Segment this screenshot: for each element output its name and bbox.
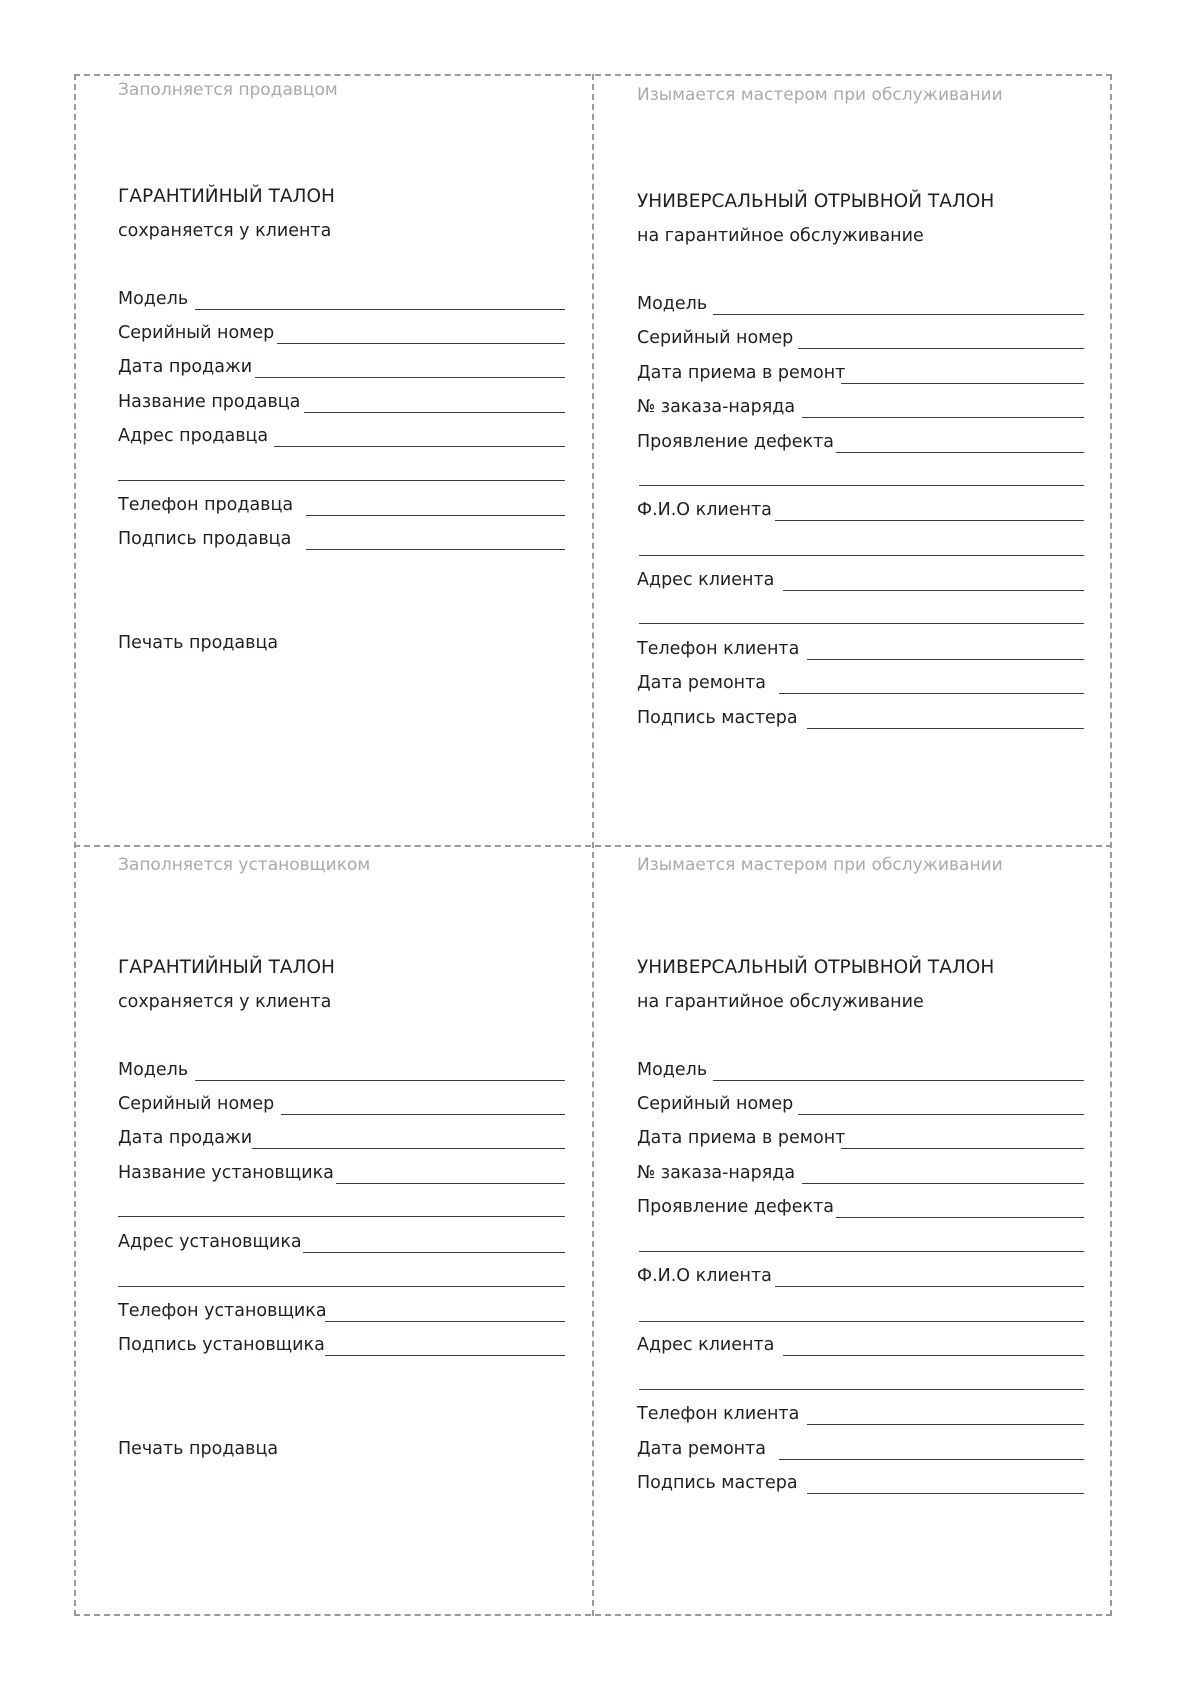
fill-line[interactable] — [807, 1493, 1084, 1494]
field-installer-signature[interactable] — [118, 1333, 565, 1357]
field-repair-date[interactable] — [637, 671, 1084, 695]
fill-line-extra[interactable] — [639, 485, 1084, 486]
field-label: Дата ремонта — [637, 673, 767, 693]
field-defect-description[interactable] — [637, 430, 1084, 454]
field-label: Телефон установщика — [118, 1301, 327, 1321]
fill-line[interactable] — [807, 659, 1084, 660]
stamp-label: Печать продавца — [118, 1439, 279, 1459]
field-label: Серийный номер — [637, 328, 794, 348]
field-serial-number[interactable] — [118, 321, 565, 345]
field-client-phone[interactable] — [637, 637, 1084, 661]
fill-line-extra[interactable] — [118, 480, 565, 481]
fill-line[interactable] — [277, 343, 565, 344]
coupon-subtitle: на гарантийное обслуживание — [637, 226, 924, 246]
coupon-seller — [74, 74, 593, 845]
coupon-service-bottom — [593, 845, 1112, 1616]
warranty-sheet — [74, 74, 1112, 1616]
field-label: Адрес продавца — [118, 426, 269, 446]
field-model[interactable] — [118, 287, 565, 311]
field-serial-number[interactable] — [637, 1092, 1084, 1116]
fill-line[interactable] — [802, 417, 1084, 418]
fill-line[interactable] — [274, 446, 565, 447]
fill-line[interactable] — [325, 1355, 565, 1356]
field-order-number[interactable] — [637, 395, 1084, 419]
field-label: Подпись установщика — [118, 1335, 325, 1355]
field-repair-date[interactable] — [637, 1437, 1084, 1461]
fill-line[interactable] — [802, 1183, 1084, 1184]
field-label: Название установщика — [118, 1163, 334, 1183]
field-seller-phone[interactable] — [118, 493, 565, 517]
field-model[interactable] — [637, 292, 1084, 316]
fill-line[interactable] — [775, 1286, 1084, 1287]
field-label: Дата ремонта — [637, 1439, 767, 1459]
fill-line[interactable] — [252, 1148, 565, 1149]
fill-line-extra[interactable] — [639, 1251, 1084, 1252]
field-seller-name[interactable] — [118, 390, 565, 414]
field-label: Подпись мастера — [637, 1473, 798, 1493]
fill-line[interactable] — [798, 1114, 1084, 1115]
field-label: № заказа-наряда — [637, 1163, 796, 1183]
coupon-note: Заполняется установщиком — [118, 855, 371, 875]
coupon-title: УНИВЕРСАЛЬНЫЙ ОТРЫВНОЙ ТАЛОН — [637, 957, 995, 978]
field-label: Дата продажи — [118, 1128, 253, 1148]
coupon-title: ГАРАНТИЙНЫЙ ТАЛОН — [118, 957, 335, 978]
coupon-title: ГАРАНТИЙНЫЙ ТАЛОН — [118, 186, 335, 207]
fill-line[interactable] — [841, 1148, 1084, 1149]
field-client-address[interactable] — [637, 568, 1084, 592]
field-label: Модель — [118, 289, 189, 309]
field-serial-number[interactable] — [118, 1092, 565, 1116]
field-installer-phone[interactable] — [118, 1299, 565, 1323]
coupon-subtitle: сохраняется у клиента — [118, 221, 332, 241]
field-technician-signature[interactable] — [637, 1471, 1084, 1495]
field-label: Адрес клиента — [637, 570, 775, 590]
field-label: Дата приема в ремонт — [637, 1128, 846, 1148]
coupon-subtitle: сохраняется у клиента — [118, 992, 332, 1012]
field-label: Подпись мастера — [637, 708, 798, 728]
fill-line[interactable] — [304, 412, 565, 413]
fill-line[interactable] — [303, 1252, 565, 1253]
fill-line[interactable] — [325, 1321, 565, 1322]
stamp-label: Печать продавца — [118, 633, 279, 653]
field-label: Название продавца — [118, 392, 301, 412]
fill-line[interactable] — [775, 520, 1084, 521]
field-technician-signature[interactable] — [637, 706, 1084, 730]
field-label: Проявление дефекта — [637, 432, 834, 452]
field-label: Ф.И.О клиента — [637, 1266, 772, 1286]
fill-line-extra[interactable] — [639, 555, 1084, 556]
fill-line[interactable] — [779, 1459, 1084, 1460]
field-sale-date[interactable] — [118, 1126, 565, 1150]
coupon-service-top — [593, 74, 1112, 845]
field-repair-intake-date[interactable] — [637, 361, 1084, 385]
coupon-note: Изымается мастером при обслуживании — [637, 855, 1003, 875]
field-seller-signature[interactable] — [118, 527, 565, 551]
fill-line[interactable] — [306, 515, 565, 516]
fill-line[interactable] — [336, 1183, 565, 1184]
coupon-note: Изымается мастером при обслуживании — [637, 85, 1003, 105]
fill-line[interactable] — [783, 1355, 1084, 1356]
field-label: Телефон продавца — [118, 495, 294, 515]
coupon-subtitle: на гарантийное обслуживание — [637, 992, 924, 1012]
field-label: Дата приема в ремонт — [637, 363, 846, 383]
field-seller-address[interactable] — [118, 424, 565, 448]
field-client-name[interactable] — [637, 498, 1084, 522]
field-model[interactable] — [118, 1058, 565, 1082]
fill-line[interactable] — [841, 383, 1084, 384]
fill-line-extra[interactable] — [639, 1389, 1084, 1390]
field-sale-date[interactable] — [118, 355, 565, 379]
fill-line[interactable] — [807, 1424, 1084, 1425]
fill-line-extra[interactable] — [118, 1286, 565, 1287]
fill-line-extra[interactable] — [118, 1216, 565, 1217]
fill-line-extra[interactable] — [639, 623, 1084, 624]
coupon-note: Заполняется продавцом — [118, 80, 338, 100]
fill-line-extra[interactable] — [639, 1321, 1084, 1322]
fill-line[interactable] — [195, 1080, 565, 1081]
field-label: Проявление дефекта — [637, 1197, 834, 1217]
field-serial-number[interactable] — [637, 326, 1084, 350]
fill-line[interactable] — [783, 590, 1084, 591]
field-installer-address[interactable] — [118, 1230, 565, 1254]
coupon-installer — [74, 845, 593, 1616]
field-label: Серийный номер — [637, 1094, 794, 1114]
field-client-name[interactable] — [637, 1264, 1084, 1288]
field-model[interactable] — [637, 1058, 1084, 1082]
fill-line[interactable] — [836, 452, 1084, 453]
field-label: Телефон клиента — [637, 1404, 800, 1424]
fill-line[interactable] — [255, 377, 565, 378]
fill-line[interactable] — [836, 1217, 1084, 1218]
field-label: Дата продажи — [118, 357, 253, 377]
field-label: Адрес установщика — [118, 1232, 302, 1252]
field-label: № заказа-наряда — [637, 397, 796, 417]
field-defect-description[interactable] — [637, 1195, 1084, 1219]
field-label: Серийный номер — [118, 323, 275, 343]
field-label: Модель — [637, 1060, 708, 1080]
field-label: Серийный номер — [118, 1094, 275, 1114]
fill-line[interactable] — [281, 1114, 565, 1115]
coupon-title: УНИВЕРСАЛЬНЫЙ ОТРЫВНОЙ ТАЛОН — [637, 191, 995, 212]
field-repair-intake-date[interactable] — [637, 1126, 1084, 1150]
fill-line[interactable] — [306, 549, 565, 550]
fill-line[interactable] — [713, 1080, 1084, 1081]
field-label: Адрес клиента — [637, 1335, 775, 1355]
field-label: Подпись продавца — [118, 529, 292, 549]
fill-line[interactable] — [779, 693, 1084, 694]
field-client-address[interactable] — [637, 1333, 1084, 1357]
field-label: Ф.И.О клиента — [637, 500, 772, 520]
field-label: Телефон клиента — [637, 639, 800, 659]
field-installer-name[interactable] — [118, 1161, 565, 1185]
field-client-phone[interactable] — [637, 1402, 1084, 1426]
fill-line[interactable] — [713, 314, 1084, 315]
field-label: Модель — [118, 1060, 189, 1080]
field-order-number[interactable] — [637, 1161, 1084, 1185]
fill-line[interactable] — [798, 348, 1084, 349]
fill-line[interactable] — [807, 728, 1084, 729]
fill-line[interactable] — [195, 309, 565, 310]
field-label: Модель — [637, 294, 708, 314]
